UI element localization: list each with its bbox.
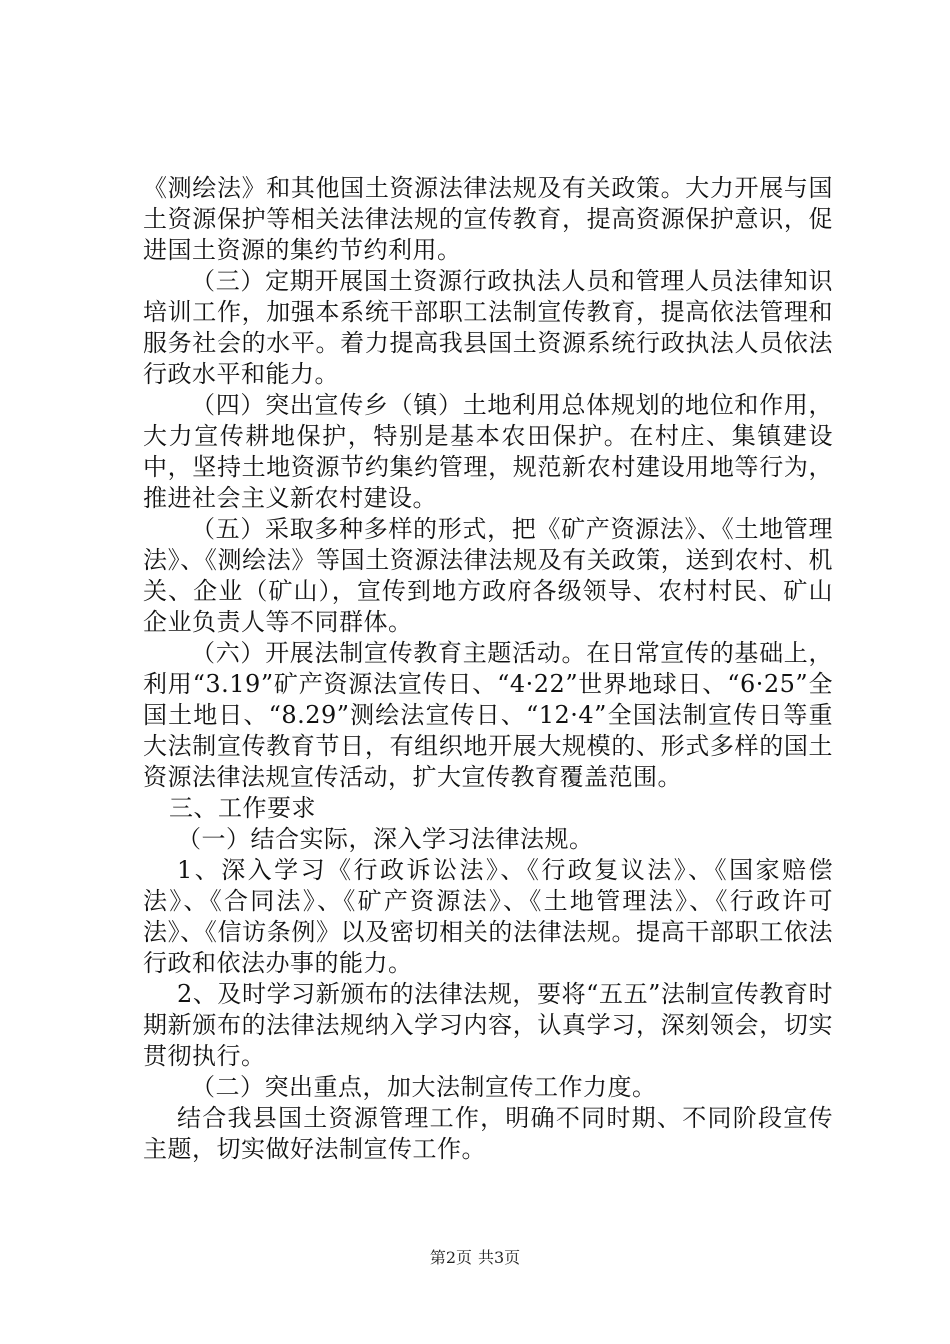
page-total: 共3页 [478, 1248, 521, 1267]
page-number: 第2页 [429, 1248, 472, 1267]
section-heading-work-requirements: 三、工作要求 [169, 794, 316, 822]
document-body [143, 173, 833, 1165]
paragraph-requirement-2-body: 结合我县国土资源管理工作，明确不同时期、不同阶段宣传主题，切实做好法制宣传工作。 [143, 1104, 833, 1163]
page-footer [0, 1248, 950, 1268]
paragraph-requirement-1-2: 2、及时学习新颁布的法律法规，要将“五五”法制宣传教育时期新颁布的法律法规纳入学习内容，认真学习，深刻领会，切实贯彻执行。 [143, 980, 833, 1070]
paragraph-item-4: （四）突出宣传乡（镇）土地利用总体规划的地位和作用，大力宣传耕地保护，特别是基本农田保护。在村庄、集镇建设中，坚持土地资源节约集约管理，规范新农村建设用地等行为，推进社会主义新农村建设。 [143, 391, 833, 512]
paragraph-item-5: （五）采取多种多样的形式，把《矿产资源法》、《土地管理法》、《测绘法》等国土资源法律法规及有关政策，送到农村、机关、企业（矿山），宣传到地方政府各级领导、农村村民、矿山企业负责人等不同群体。 [143, 515, 833, 636]
subheading-requirement-1: （一）结合实际，深入学习法律法规。 [177, 825, 594, 853]
paragraph-intro-continued: 《测绘法》和其他国土资源法律法规及有关政策。大力开展与国土资源保护等相关法律法规的宣传教育，提高资源保护意识，促进国土资源的集约节约利用。 [143, 174, 833, 264]
paragraph-requirement-1-1: 1、深入学习《行政诉讼法》、《行政复议法》、《国家赔偿法》、《合同法》、《矿产资源法》、《土地管理法》、《行政许可法》、《信访条例》以及密切相关的法律法规。提高干部职工依法行政和依法办事的能力。 [143, 856, 833, 977]
paragraph-item-6: （六）开展法制宣传教育主题活动。在日常宣传的基础上，利用“3.19”矿产资源法宣传日、“4·22”世界地球日、“6·25”全国土地日、“8.29”测绘法宣传日、“12·4”全国法制宣传日等重大法制宣传教育节日，有组织地开展大规模的、形式多样的国土资源法律法规宣传活动，扩大宣传教育覆盖范围。 [143, 639, 833, 791]
paragraph-item-3: （三）定期开展国土资源行政执法人员和管理人员法律知识培训工作，加强本系统干部职工法制宣传教育，提高依法管理和服务社会的水平。着力提高我县国土资源系统行政执法人员依法行政水平和能力。 [143, 267, 833, 388]
subheading-requirement-2: （二）突出重点，加大法制宣传工作力度。 [191, 1073, 657, 1101]
